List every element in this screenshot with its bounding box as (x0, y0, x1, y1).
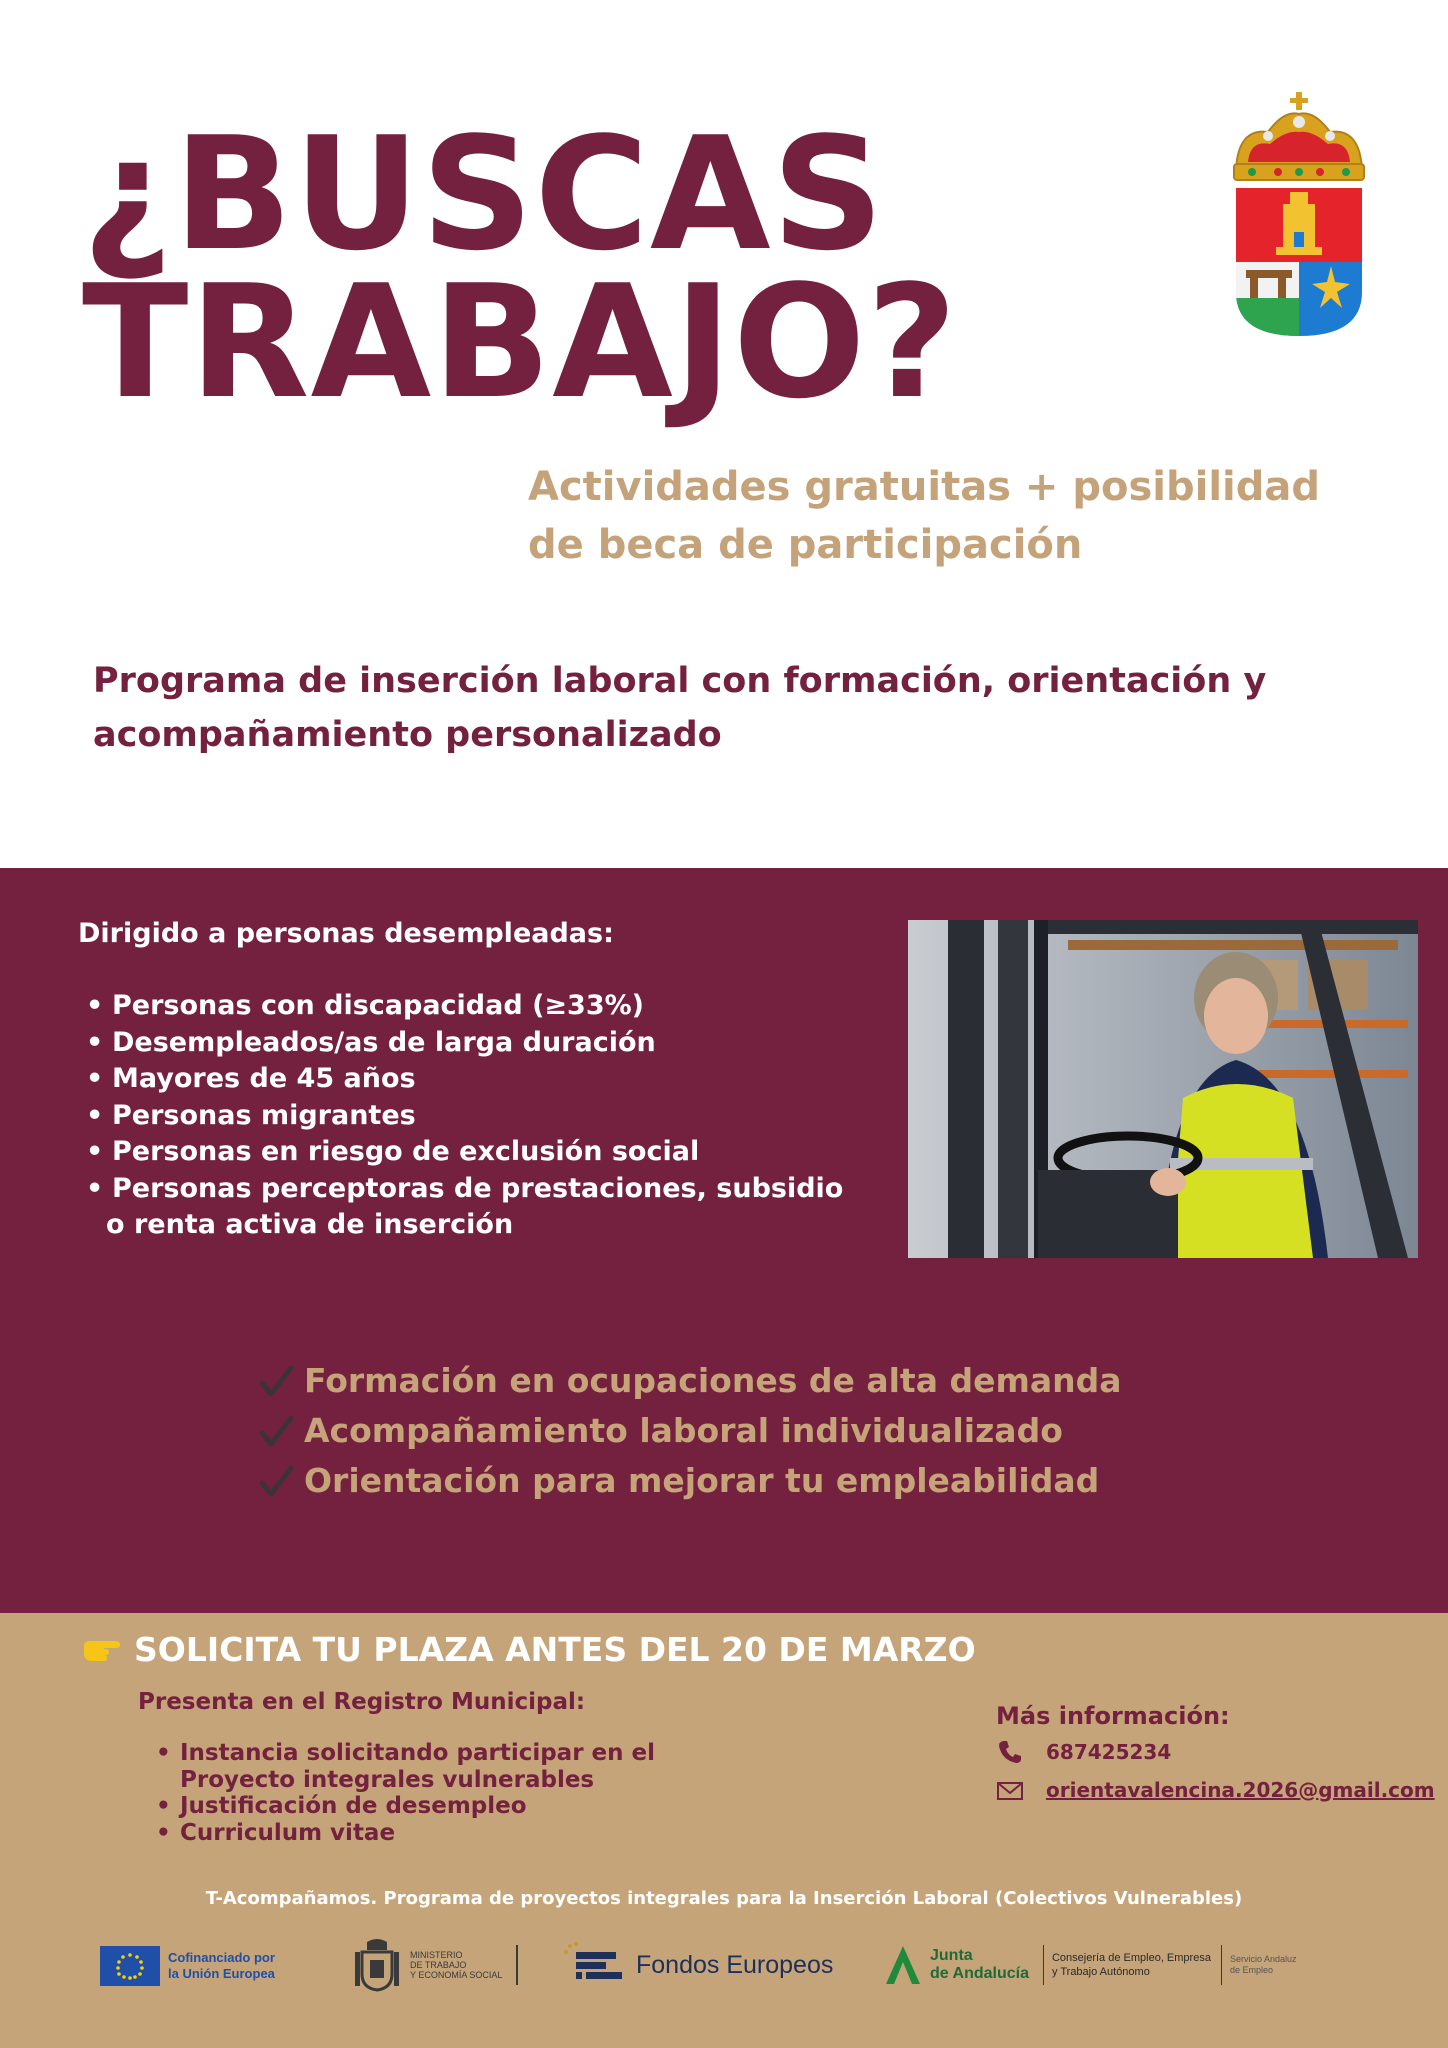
program-description (93, 654, 1393, 762)
footer-program: T-Acompañamos. Programa de proyectos integrales para la Inserción Laboral (Colectivos Vulnerables) (205, 1888, 1243, 1909)
list-item: • Personas migrantes (86, 1099, 416, 1131)
program-line-2: acompañamiento personalizado (93, 715, 722, 755)
spain-crest-icon (352, 1938, 402, 1992)
fondos-europeos-icon (560, 1942, 630, 1988)
mail-icon (996, 1776, 1024, 1804)
junta-andalucia-icon (882, 1944, 924, 1986)
ministry-logo: MINISTERIO DE TRABAJO Y ECONOMÍA SOCIAL (352, 1938, 518, 1992)
eu-logo: Cofinanciado por la Unión Europea (100, 1946, 275, 1986)
list-item: • Personas en riesgo de exclusión social (86, 1136, 700, 1167)
pointing-hand-icon (82, 1635, 122, 1665)
headline-line-2: TRABAJO? (82, 251, 959, 433)
headline-line-1: ¿BUSCAS (82, 103, 885, 285)
email-row (996, 1776, 1435, 1804)
list-item-continuation: Proyecto integrales vulnerables (180, 1766, 595, 1793)
headline (82, 103, 959, 433)
list-item: • Instancia solicitando participar en el (156, 1740, 656, 1766)
registry-list (156, 1740, 776, 1846)
list-item-continuation: o renta activa de inserción (106, 1209, 514, 1240)
check-icon (258, 1413, 294, 1449)
forklift-worker-photo (908, 920, 1418, 1258)
registry-title: Presenta en el Registro Municipal: (138, 1689, 586, 1715)
subtitle (528, 458, 1408, 574)
benefits-list (258, 1356, 1122, 1506)
subtitle-line-1: Actividades gratuitas + posibilidad (528, 464, 1321, 510)
phone-number[interactable]: 687425234 (1046, 1740, 1172, 1764)
call-to-action: SOLICITA TU PLAZA ANTES DEL 20 DE MARZO (82, 1628, 976, 1672)
list-item: • Personas con discapacidad (≥33%) (86, 990, 645, 1021)
fondos-europeos-logo: Fondos Europeos (560, 1942, 833, 1988)
info-title: Más información: (996, 1702, 1230, 1730)
benefit-item: Orientación para mejorar tu empleabilidad (258, 1456, 1122, 1506)
junta-andalucia-logo: Junta de Andalucía Consejería de Empleo, Empresa y Trabajo Autónomo Servicio Andaluz de Empleo (882, 1944, 1297, 1986)
list-item: • Personas perceptoras de prestaciones, subsidio (86, 1172, 844, 1204)
subtitle-line-2: de beca de participación (528, 522, 1083, 568)
email-link[interactable]: orientavalencina.2026@gmail.com (1046, 1778, 1435, 1802)
check-icon (258, 1463, 294, 1499)
check-icon (258, 1363, 294, 1399)
program-line-1: Programa de inserción laboral con formación, orientación y (93, 661, 1267, 701)
list-item: • Desempleados/as de larga duración (86, 1026, 656, 1058)
benefit-item: Formación en ocupaciones de alta demanda (258, 1356, 1122, 1406)
coat-of-arms-icon (1228, 92, 1370, 338)
benefit-item: Acompañamiento laboral individualizado (258, 1406, 1122, 1456)
list-item: • Justificación de desempleo (156, 1793, 527, 1819)
eu-flag-icon (100, 1946, 160, 1986)
list-item: • Mayores de 45 años (86, 1063, 416, 1094)
phone-row (996, 1738, 1171, 1766)
audience-title: Dirigido a personas desempleadas: (78, 918, 614, 949)
logos-strip (0, 1930, 1448, 2000)
audience-list (86, 988, 906, 1244)
list-item: • Curriculum vitae (156, 1819, 396, 1846)
phone-icon (996, 1738, 1024, 1766)
